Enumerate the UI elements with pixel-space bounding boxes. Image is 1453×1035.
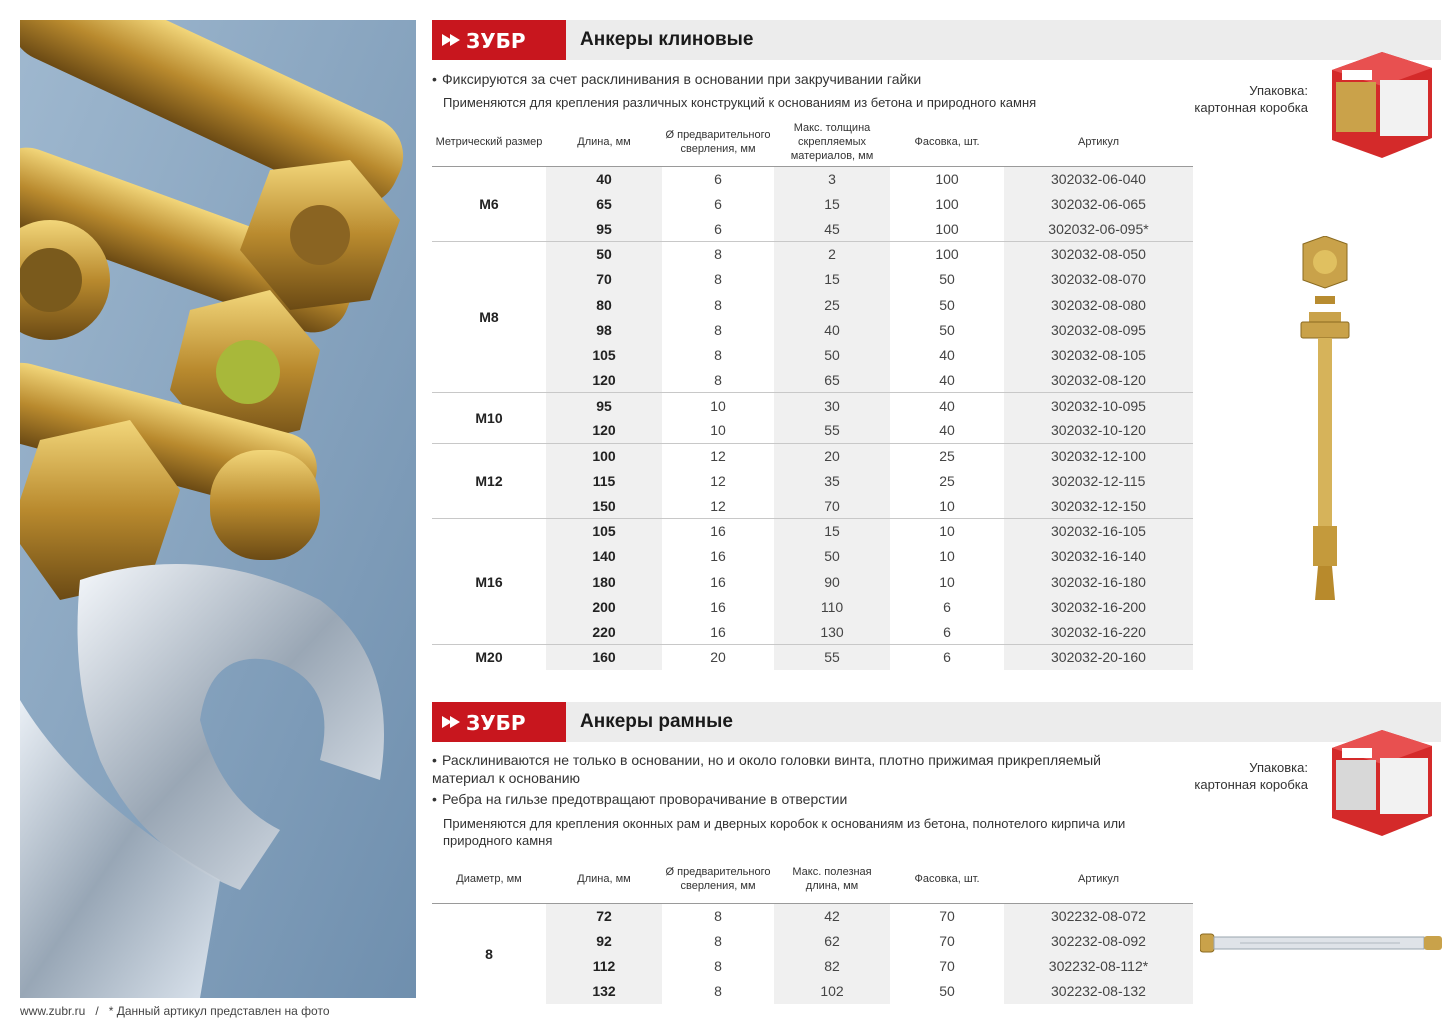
article-cell: 302032-16-105	[1004, 519, 1193, 544]
col-pack: Фасовка, шт.	[890, 855, 1004, 903]
drill-cell: 10	[662, 393, 774, 418]
section2-pack-label: Упаковка: картонная коробка	[1194, 760, 1308, 792]
table-row	[432, 468, 1193, 493]
table-row	[432, 418, 1193, 443]
pack-cell: 50	[939, 321, 955, 338]
footer-separator: /	[95, 1004, 99, 1018]
pack-cell: 40	[939, 371, 955, 388]
table-row	[432, 317, 1193, 342]
length-cell: 180	[546, 569, 662, 594]
table-row	[432, 368, 1193, 393]
size-cell: M6	[432, 166, 546, 242]
section1-package-box	[1322, 40, 1440, 158]
thickness-cell: 2	[774, 242, 890, 267]
pack-cell: 10	[890, 519, 1004, 544]
thickness-cell: 30	[774, 393, 890, 418]
article-cell: 302232-08-112*	[1004, 953, 1193, 978]
drill-cell: 8	[714, 271, 722, 288]
thickness-cell: 55	[774, 645, 890, 670]
thickness-cell: 82	[774, 953, 890, 978]
table-row	[432, 903, 1193, 928]
article-cell: 302032-08-070	[1004, 267, 1193, 292]
section1-title: Анкеры клиновые	[580, 29, 754, 50]
section1-header	[432, 20, 1441, 60]
pack-cell: 40	[890, 393, 1004, 418]
length-cell: 120	[546, 418, 662, 443]
wedge-anchor-image	[1285, 236, 1365, 611]
svg-text:ЗУБР: ЗУБР	[466, 29, 526, 52]
footer-note: * Данный артикул представлен на фото	[108, 1004, 330, 1018]
section2-title: Анкеры рамные	[580, 711, 733, 732]
brand-logo-mark	[440, 28, 558, 52]
length-cell: 72	[546, 903, 662, 928]
drill-cell: 12	[662, 443, 774, 468]
article-cell: 302032-16-200	[1004, 594, 1193, 619]
length-cell: 70	[546, 267, 662, 292]
article-cell: 302032-08-095	[1004, 317, 1193, 342]
col-drill: Ø предварительного сверления, мм	[662, 118, 774, 166]
drill-cell: 6	[662, 166, 774, 191]
drill-cell: 16	[710, 623, 726, 640]
article-cell: 302032-12-115	[1004, 468, 1193, 493]
drill-cell: 8	[662, 242, 774, 267]
thickness-cell: 110	[774, 594, 890, 619]
pack-cell: 70	[939, 957, 955, 974]
length-cell: 100	[546, 443, 662, 468]
section2-table	[432, 855, 1193, 1004]
product-photo	[20, 20, 416, 998]
drill-cell: 8	[714, 957, 722, 974]
section1-note: Применяются для крепления различных конструкций к основаниям из бетона и природного камня	[443, 95, 1037, 110]
length-cell: 160	[546, 645, 662, 670]
article-cell: 302232-08-092	[1004, 928, 1193, 953]
length-cell: 132	[546, 979, 662, 1004]
pack-cell: 100	[935, 195, 959, 212]
pack-cell: 70	[890, 903, 1004, 928]
pack-cell: 40	[939, 422, 955, 439]
drill-cell: 16	[710, 548, 726, 565]
section2-bullet-2: • Ребра на гильзе предотвращают проворачивание в отверстии	[432, 791, 848, 807]
length-cell: 40	[546, 166, 662, 191]
article-cell: 302032-12-150	[1004, 493, 1193, 518]
table-row	[432, 645, 1193, 670]
col-thickness: Макс. толщина скрепляемых материалов, мм	[774, 118, 890, 166]
thickness-cell: 35	[774, 468, 890, 493]
pack-cell: 50	[939, 983, 955, 1000]
pack-cell: 6	[943, 623, 951, 640]
table-row	[432, 493, 1193, 518]
section1-pack-label: Упаковка: картонная коробка	[1194, 83, 1308, 115]
pack-cell: 10	[939, 497, 955, 514]
table-row	[432, 443, 1193, 468]
size-cell: M20	[432, 645, 546, 670]
length-cell: 120	[546, 368, 662, 393]
thickness-cell: 70	[774, 493, 890, 518]
length-cell: 98	[546, 317, 662, 342]
pack-cell: 25	[890, 443, 1004, 468]
pack-cell: 50	[939, 271, 955, 288]
article-cell: 302032-10-120	[1004, 418, 1193, 443]
thickness-cell: 15	[774, 191, 890, 216]
thickness-cell: 50	[774, 342, 890, 367]
col-size: Метрический размер	[432, 118, 546, 166]
table-row	[432, 619, 1193, 644]
thickness-cell: 42	[774, 903, 890, 928]
table-row	[432, 594, 1193, 619]
table-row	[432, 979, 1193, 1004]
pack-cell: 6	[943, 598, 951, 615]
drill-cell: 12	[710, 497, 726, 514]
thickness-cell: 20	[774, 443, 890, 468]
pack-cell: 10	[939, 573, 955, 590]
article-cell: 302232-08-132	[1004, 979, 1193, 1004]
article-cell: 302032-12-100	[1004, 443, 1193, 468]
svg-text:ЗУБР: ЗУБР	[466, 711, 526, 734]
length-cell: 150	[546, 493, 662, 518]
article-cell: 302032-06-095*	[1004, 216, 1193, 241]
brand-logo-mark-2	[440, 710, 558, 734]
pack-cell: 100	[890, 242, 1004, 267]
thickness-cell: 15	[774, 267, 890, 292]
article-cell: 302032-16-140	[1004, 544, 1193, 569]
col-drill: Ø предварительного сверления, мм	[662, 855, 774, 903]
thickness-cell: 90	[774, 569, 890, 594]
drill-cell: 16	[662, 519, 774, 544]
pack-cell: 100	[890, 166, 1004, 191]
table-row	[432, 569, 1193, 594]
drill-cell: 8	[662, 903, 774, 928]
col-max-length: Макс. полезная длина, мм	[774, 855, 890, 903]
table-row	[432, 544, 1193, 569]
length-cell: 105	[546, 519, 662, 544]
thickness-cell: 55	[774, 418, 890, 443]
thickness-cell: 102	[774, 979, 890, 1004]
thickness-cell: 15	[774, 519, 890, 544]
col-diameter: Диаметр, мм	[432, 855, 546, 903]
footer	[20, 1004, 330, 1018]
article-cell: 302032-08-105	[1004, 342, 1193, 367]
pack-cell: 50	[939, 296, 955, 313]
drill-cell: 6	[714, 195, 722, 212]
table-row	[432, 216, 1193, 241]
table-row	[432, 928, 1193, 953]
article-cell: 302032-08-080	[1004, 292, 1193, 317]
article-cell: 302032-06-065	[1004, 191, 1193, 216]
thickness-cell: 40	[774, 317, 890, 342]
table-row	[432, 519, 1193, 544]
pack-cell: 70	[939, 932, 955, 949]
length-cell: 200	[546, 594, 662, 619]
pack-cell: 100	[935, 220, 959, 237]
footer-site-link[interactable]: www.zubr.ru	[20, 1004, 86, 1018]
length-cell: 50	[546, 242, 662, 267]
table-row	[432, 267, 1193, 292]
article-cell: 302032-16-220	[1004, 619, 1193, 644]
length-cell: 65	[546, 191, 662, 216]
size-cell: M12	[432, 443, 546, 519]
length-cell: 105	[546, 342, 662, 367]
brand-logo-2	[432, 702, 566, 742]
col-pack: Фасовка, шт.	[890, 118, 1004, 166]
thickness-cell: 62	[774, 928, 890, 953]
drill-cell: 8	[714, 983, 722, 1000]
table-row	[432, 953, 1193, 978]
length-cell: 115	[546, 468, 662, 493]
section2-bullet-1: • Расклиниваются не только в основании, но и около головки винта, плотно прижимая прикрепляемый материал к основанию	[432, 752, 1101, 786]
section2-header	[432, 702, 1441, 742]
drill-cell: 12	[710, 472, 726, 489]
col-length: Длина, мм	[546, 855, 662, 903]
drill-cell: 16	[710, 598, 726, 615]
table-row	[432, 393, 1193, 418]
table-row	[432, 292, 1193, 317]
thickness-cell: 45	[774, 216, 890, 241]
table-row	[432, 342, 1193, 367]
section1-table	[432, 118, 1193, 670]
article-cell: 302032-08-050	[1004, 242, 1193, 267]
article-cell: 302032-06-040	[1004, 166, 1193, 191]
drill-cell: 8	[714, 296, 722, 313]
size-cell: M10	[432, 393, 546, 443]
article-cell: 302032-08-120	[1004, 368, 1193, 393]
drill-cell: 6	[714, 220, 722, 237]
length-cell: 140	[546, 544, 662, 569]
pack-cell: 25	[939, 472, 955, 489]
length-cell: 95	[546, 216, 662, 241]
length-cell: 112	[546, 953, 662, 978]
drill-cell: 20	[662, 645, 774, 670]
table-row	[432, 166, 1193, 191]
table-row	[432, 242, 1193, 267]
drill-cell: 8	[714, 932, 722, 949]
drill-cell: 16	[710, 573, 726, 590]
drill-cell: 8	[714, 371, 722, 388]
thickness-cell: 130	[774, 619, 890, 644]
length-cell: 95	[546, 393, 662, 418]
size-cell: 8	[432, 903, 546, 1004]
article-cell: 302232-08-072	[1004, 903, 1193, 928]
length-cell: 80	[546, 292, 662, 317]
frame-anchor-image	[1200, 928, 1450, 963]
article-cell: 302032-10-095	[1004, 393, 1193, 418]
size-cell: M8	[432, 242, 546, 393]
brand-logo	[432, 20, 566, 60]
section1-bullet: • Фиксируются за счет расклинивания в основании при закручивании гайки	[432, 71, 922, 87]
col-article: Артикул	[1004, 855, 1193, 903]
section2-package-box	[1322, 718, 1440, 836]
pack-cell: 40	[939, 346, 955, 363]
drill-cell: 10	[710, 422, 726, 439]
col-article: Артикул	[1004, 118, 1193, 166]
drill-cell: 8	[714, 346, 722, 363]
pack-cell: 10	[939, 548, 955, 565]
article-cell: 302032-20-160	[1004, 645, 1193, 670]
thickness-cell: 25	[774, 292, 890, 317]
drill-cell: 8	[714, 321, 722, 338]
col-length: Длина, мм	[546, 118, 662, 166]
length-cell: 220	[546, 619, 662, 644]
thickness-cell: 65	[774, 368, 890, 393]
length-cell: 92	[546, 928, 662, 953]
thickness-cell: 50	[774, 544, 890, 569]
size-cell: M16	[432, 519, 546, 645]
article-cell: 302032-16-180	[1004, 569, 1193, 594]
pack-cell: 6	[890, 645, 1004, 670]
thickness-cell: 3	[774, 166, 890, 191]
table-row	[432, 191, 1193, 216]
section2-note: Применяются для крепления оконных рам и дверных коробок к основаниям из бетона, полнотелого кирпича или природного камня	[443, 816, 1126, 848]
